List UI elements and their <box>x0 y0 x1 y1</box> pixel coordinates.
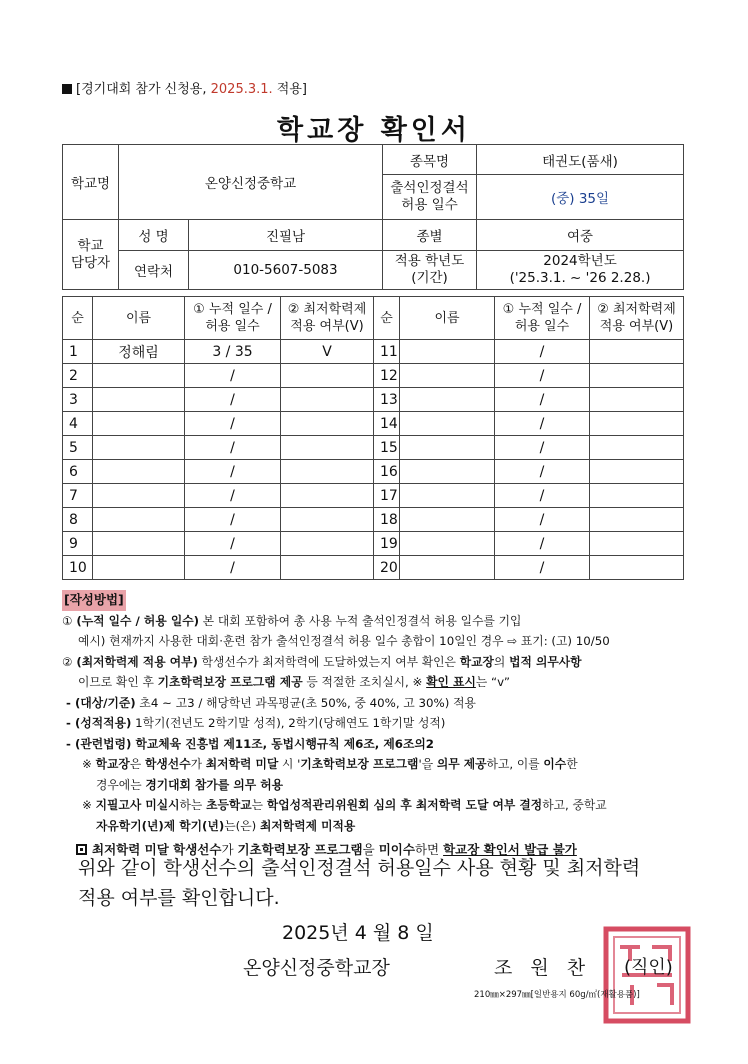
instruction-2-cont: 이므로 확인 후 기초학력보장 프로그램 제공 등 적절한 조치실시, ※ 확인 표시는 “v” <box>78 675 511 689</box>
basic-academic-check <box>281 388 374 412</box>
col-days-left: ① 누적 일수 / 허용 일수 <box>185 297 281 340</box>
row-number: 20 <box>374 556 400 580</box>
absence-days: / <box>185 532 281 556</box>
basic-academic-check: V <box>281 340 374 364</box>
athlete-name <box>400 508 495 532</box>
absence-days: / <box>185 484 281 508</box>
athlete-name <box>93 532 185 556</box>
absence-days: / <box>495 364 590 388</box>
name-value: 진필남 <box>189 220 383 251</box>
athlete-name <box>93 388 185 412</box>
paper-spec: 210㎜×297㎜[일반용지 60g/㎡(재활용품)] <box>474 990 640 1000</box>
row-number: 4 <box>63 412 93 436</box>
effective-date: 2025.3.1. <box>210 82 273 97</box>
instructions <box>62 590 692 861</box>
instruction-1: ① (누적 일수 / 허용 일수) 본 대회 포함하여 총 사용 누적 출석인정결석 허용 일수를 기입 <box>62 613 522 628</box>
row-number: 12 <box>374 364 400 388</box>
sign-date: 2025년 4 월 8 일 <box>282 922 434 944</box>
instruction-1-example: 예시) 현재까지 사용한 대회·훈련 참가 출석인정결석 허용 일수 총합이 10일인 경우 ⇨ 표기: (고) 10/50 <box>78 634 610 648</box>
col-basic-right: ② 최저학력제 적용 여부(V) <box>590 297 684 340</box>
athlete-name <box>400 460 495 484</box>
basic-academic-check <box>281 364 374 388</box>
absence-days: / <box>495 412 590 436</box>
year-value: 2024학년도 ('25.3.1. ~ '26 2.28.) <box>477 251 684 290</box>
table-row <box>63 388 684 412</box>
table-row <box>63 412 684 436</box>
table-row <box>63 460 684 484</box>
absence-days: / <box>185 508 281 532</box>
absence-days: / <box>495 340 590 364</box>
row-number: 10 <box>63 556 93 580</box>
row-number: 14 <box>374 412 400 436</box>
row-number: 16 <box>374 460 400 484</box>
basic-academic-check <box>590 460 684 484</box>
info-table <box>62 144 684 290</box>
absence-days: / <box>495 508 590 532</box>
row-number: 19 <box>374 532 400 556</box>
athlete-name <box>93 460 185 484</box>
note-principal-cont: 경우에는 경기대회 참가를 의무 허용 <box>96 777 284 792</box>
absence-days: / <box>185 460 281 484</box>
basic-academic-check <box>590 340 684 364</box>
type-label: 종별 <box>383 220 477 251</box>
contact-label: 연락처 <box>119 251 189 290</box>
table-row <box>63 340 684 364</box>
absence-days: / <box>185 556 281 580</box>
school-principal-title: 온양신정중학교장 <box>243 957 390 979</box>
row-number: 3 <box>63 388 93 412</box>
absence-days: / <box>185 436 281 460</box>
event-label: 종목명 <box>383 145 477 175</box>
contact-value: 010-5607-5083 <box>189 251 383 290</box>
athlete-list-table <box>62 296 684 580</box>
basic-academic-check <box>281 412 374 436</box>
note-principal: ※ 학교장은 학생선수가 최저학력 미달 시 '기초학력보장 프로그램'을 의무 제공하고, 이를 이수한 <box>82 757 578 771</box>
basic-academic-check <box>590 556 684 580</box>
athlete-name <box>400 388 495 412</box>
grade-apply-line: - (성적적용) 1학기(전년도 2학기말 성적), 2학기(당해연도 1학기말 성적) <box>66 716 446 730</box>
col-no-right: 순 <box>374 297 400 340</box>
athlete-name <box>400 484 495 508</box>
athlete-name <box>400 340 495 364</box>
athlete-name <box>93 484 185 508</box>
athlete-name <box>93 364 185 388</box>
absence-days: / <box>495 460 590 484</box>
seal-label: (직인) <box>624 957 673 978</box>
athlete-name <box>400 412 495 436</box>
basic-academic-check <box>590 436 684 460</box>
table-row <box>63 364 684 388</box>
basic-academic-check <box>590 508 684 532</box>
absence-days: / <box>495 484 590 508</box>
absence-days: / <box>185 388 281 412</box>
basic-academic-check <box>281 436 374 460</box>
basic-academic-check <box>590 364 684 388</box>
row-number: 15 <box>374 436 400 460</box>
absence-days: / <box>495 532 590 556</box>
row-number: 9 <box>63 532 93 556</box>
col-name-right: 이름 <box>400 297 495 340</box>
basic-academic-check <box>281 484 374 508</box>
absence-days: / <box>495 556 590 580</box>
manager-label: 학교 담당자 <box>63 220 119 290</box>
athlete-name <box>400 532 495 556</box>
basic-academic-check <box>281 508 374 532</box>
col-no-left: 순 <box>63 297 93 340</box>
row-number: 5 <box>63 436 93 460</box>
instructions-heading: [작성방법] <box>62 590 126 611</box>
athlete-name <box>93 508 185 532</box>
allow-days-label: 출석인정결석 허용 일수 <box>383 175 477 220</box>
athlete-name <box>93 556 185 580</box>
row-number: 8 <box>63 508 93 532</box>
year-label: 적용 학년도 (기간) <box>383 251 477 290</box>
basic-academic-check <box>281 460 374 484</box>
absence-days: / <box>185 364 281 388</box>
note-elementary: ※ 지필고사 미실시하는 초등학교는 학업성적관리위원회 심의 후 최저학력 도달 여부 결정하고, 중학교 <box>82 798 607 812</box>
absence-days: / <box>495 436 590 460</box>
col-days-right: ① 누적 일수 / 허용 일수 <box>495 297 590 340</box>
event-value: 태권도(품새) <box>477 145 684 175</box>
form-version-note: [경기대회 참가 신청용, 2025.3.1. 적용] <box>62 78 307 97</box>
athlete-name <box>400 364 495 388</box>
athlete-name: 정해림 <box>93 340 185 364</box>
row-number: 7 <box>63 484 93 508</box>
name-label: 성 명 <box>119 220 189 251</box>
criteria-line: - (대상/기준) 초4 ~ 고3 / 해당학년 과목평균(초 50%, 중 40%, 고 30%) 적용 <box>66 695 476 710</box>
athlete-name <box>93 436 185 460</box>
row-number: 17 <box>374 484 400 508</box>
allow-days-value: (중) 35일 <box>477 175 684 220</box>
absence-days: / <box>185 412 281 436</box>
athlete-name <box>400 436 495 460</box>
absence-days: 3 / 35 <box>185 340 281 364</box>
instruction-2: ② (최저학력제 적용 여부) 학생선수가 최저학력에 도달하였는지 여부 확인은 학교장의 법적 의무사항 <box>62 654 582 669</box>
principal-name: 조 원 찬 <box>494 957 592 979</box>
type-value: 여중 <box>477 220 684 251</box>
basic-academic-check <box>281 556 374 580</box>
row-number: 2 <box>63 364 93 388</box>
school-value: 온양신정중학교 <box>119 145 383 220</box>
note-elementary-cont: 자유학기(년)제 학기(년)는(은) 최저학력제 미적용 <box>96 818 356 833</box>
basic-academic-check <box>590 412 684 436</box>
athlete-name <box>400 556 495 580</box>
basic-academic-check <box>590 388 684 412</box>
athlete-name <box>93 412 185 436</box>
row-number: 6 <box>63 460 93 484</box>
document-title: 학교장 확인서 <box>277 115 471 146</box>
table-row <box>63 532 684 556</box>
school-label: 학교명 <box>63 145 119 220</box>
basic-academic-check <box>590 484 684 508</box>
square-bullet-icon <box>62 84 72 94</box>
table-row <box>63 508 684 532</box>
row-number: 13 <box>374 388 400 412</box>
col-name-left: 이름 <box>93 297 185 340</box>
basic-academic-check <box>281 532 374 556</box>
row-number: 18 <box>374 508 400 532</box>
confirmation-statement: 위와 같이 학생선수의 출석인정결석 허용일수 사용 현황 및 최저학력 적용 여부를 확인합니다. <box>78 857 641 909</box>
row-number: 1 <box>63 340 93 364</box>
row-number: 11 <box>374 340 400 364</box>
warning-line: 최저학력 미달 학생선수가 기초학력보장 프로그램을 미이수하면 학교장 확인서 발급 불가 <box>62 840 692 861</box>
table-row <box>63 436 684 460</box>
law-line: - (관련법령) 학교체육 진흥법 제11조, 동법시행규칙 제6조, 제6조의2 <box>66 736 434 751</box>
table-row <box>63 484 684 508</box>
basic-academic-check <box>590 532 684 556</box>
col-basic-left: ② 최저학력제 적용 여부(V) <box>281 297 374 340</box>
table-row <box>63 556 684 580</box>
absence-days: / <box>495 388 590 412</box>
